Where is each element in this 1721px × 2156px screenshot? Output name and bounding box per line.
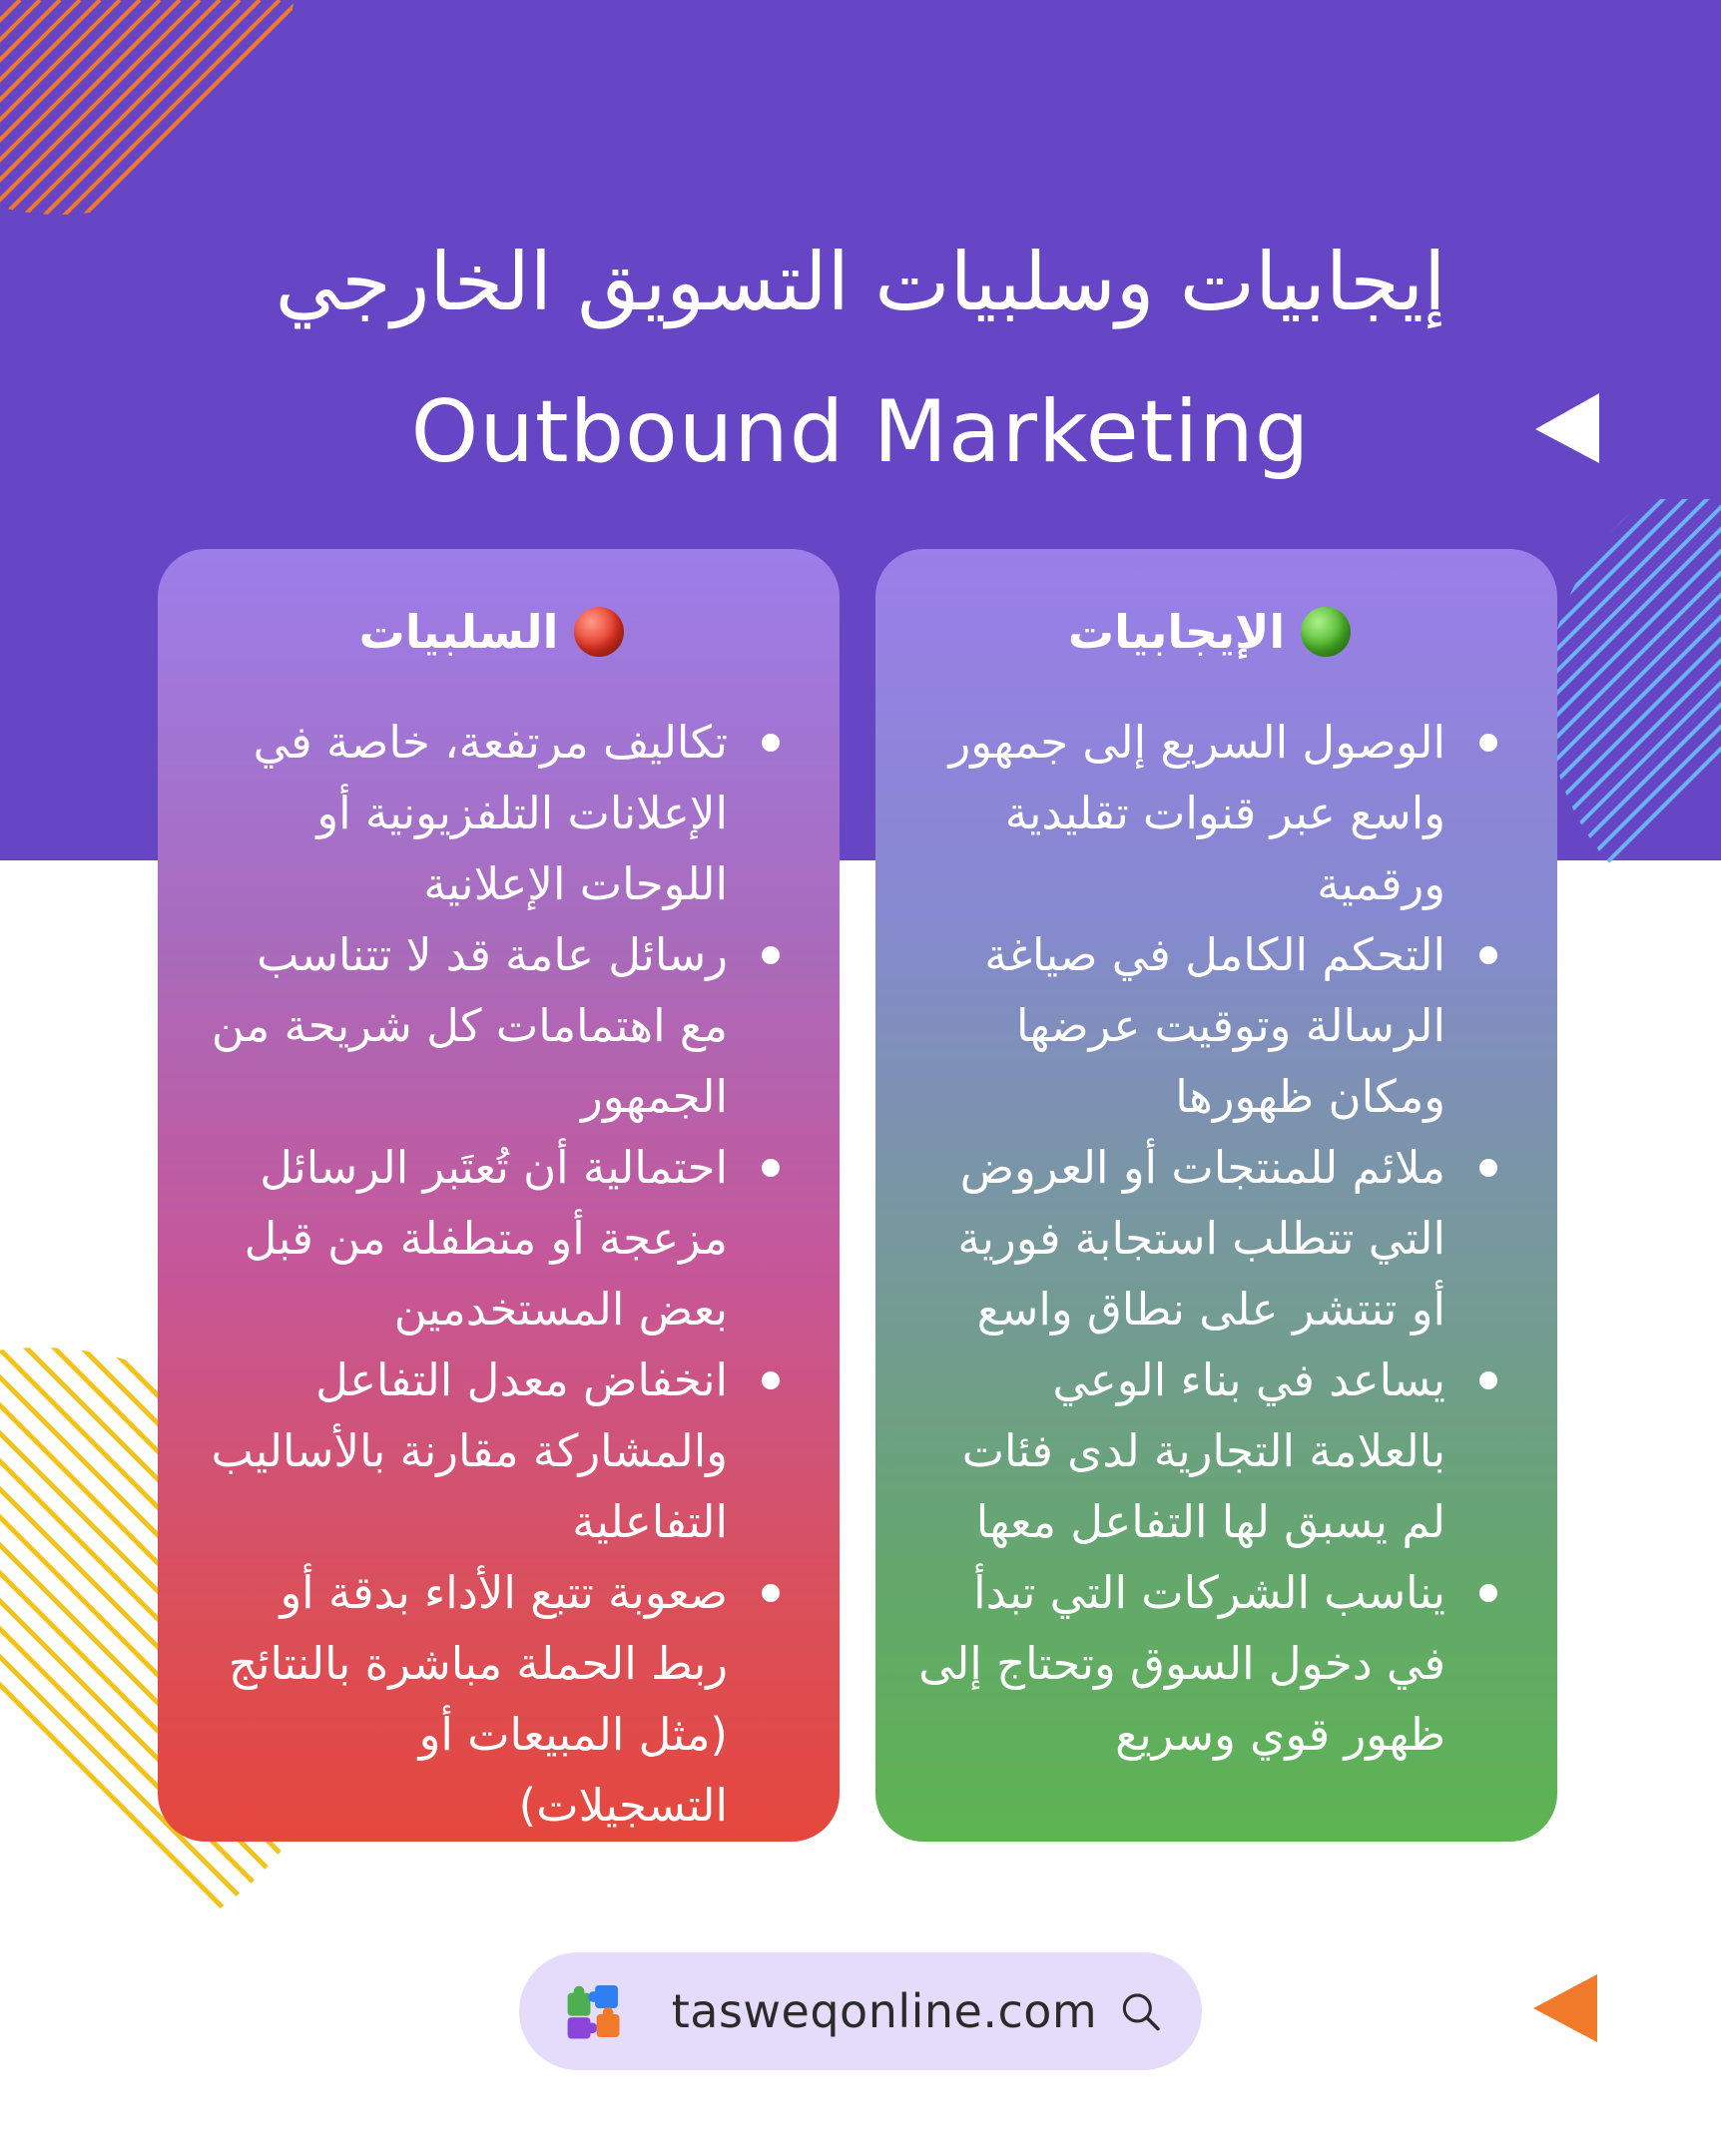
- website-url[interactable]: tasweqonline.com: [671, 1984, 1098, 2038]
- bullet-icon: [1479, 1371, 1497, 1389]
- search-icon[interactable]: [1119, 1983, 1162, 2039]
- page-title-arabic: إيجابيات وسلبيات التسويق الخارجي: [275, 236, 1446, 328]
- orange-triangle-icon: [1529, 1968, 1601, 2048]
- list-item: [198, 919, 786, 1132]
- page-title-english: Outbound Marketing: [410, 382, 1311, 482]
- pros-heading: [915, 597, 1503, 667]
- list-item: [198, 1345, 786, 1557]
- pros-heading-label: الإيجابيات: [1067, 605, 1286, 659]
- site-search-bar[interactable]: [519, 1952, 1202, 2070]
- list-item: [915, 707, 1503, 919]
- bullet-icon: [762, 1584, 780, 1602]
- cons-item-text: صعوبة تتبع الأداء بدقة أو ربط الحملة مباشرة بالنتائج (مثل المبيعات أو التسجيلات): [228, 1566, 728, 1832]
- cons-item-text: رسائل عامة قد لا تتناسب مع اهتمامات كل شريحة من الجمهور: [211, 928, 728, 1123]
- bullet-icon: [762, 946, 780, 964]
- bullet-icon: [1479, 946, 1497, 964]
- bullet-icon: [762, 734, 780, 752]
- puzzle-pieces-logo: [563, 1971, 632, 2051]
- list-item: [915, 1345, 1503, 1557]
- list-item: [198, 707, 786, 919]
- blue-stripes-decoration: [1537, 499, 1721, 938]
- bullet-icon: [1479, 1584, 1497, 1602]
- pros-list: [915, 707, 1503, 1770]
- bullet-icon: [762, 1159, 780, 1177]
- orange-stripes-decoration: [0, 0, 299, 220]
- bullet-icon: [1479, 1159, 1497, 1177]
- pros-item-text: الوصول السريع إلى جمهور واسع عبر قنوات تقليدية ورقمية: [948, 716, 1445, 910]
- pros-item-text: يناسب الشركات التي تبدأ في دخول السوق وتحتاج إلى ظهور قوي وسريع: [918, 1566, 1445, 1761]
- list-item: [198, 1557, 786, 1841]
- green-circle-icon: [1301, 607, 1351, 657]
- cons-item-text: احتمالية أن تُعتَبر الرسائل مزعجة أو متطفلة من قبل بعض المستخدمين: [244, 1141, 728, 1336]
- list-item: [915, 1557, 1503, 1770]
- red-circle-icon: [574, 607, 624, 657]
- pros-card: [875, 549, 1557, 1842]
- cons-list: [198, 707, 786, 1841]
- cons-heading: [198, 597, 786, 667]
- pros-item-text: التحكم الكامل في صياغة الرسالة وتوقيت عرضها ومكان ظهورها: [984, 928, 1445, 1123]
- bullet-icon: [1479, 734, 1497, 752]
- list-item: [198, 1132, 786, 1345]
- cons-card: [158, 549, 840, 1842]
- pros-item-text: يساعد في بناء الوعي بالعلامة التجارية لدى فئات لم يسبق لها التفاعل معها: [961, 1353, 1445, 1548]
- cons-item-text: تكاليف مرتفعة، خاصة في الإعلانات التلفزيونية أو اللوحات الإعلانية: [253, 716, 728, 910]
- cons-heading-label: السلبيات: [358, 605, 559, 659]
- list-item: [915, 1132, 1503, 1345]
- cons-item-text: انخفاض معدل التفاعل والمشاركة مقارنة بالأساليب التفاعلية: [211, 1353, 728, 1548]
- bullet-icon: [762, 1371, 780, 1389]
- list-item: [915, 919, 1503, 1132]
- pros-item-text: ملائم للمنتجات أو العروض التي تتطلب استجابة فورية أو تنتشر على نطاق واسع: [957, 1141, 1445, 1336]
